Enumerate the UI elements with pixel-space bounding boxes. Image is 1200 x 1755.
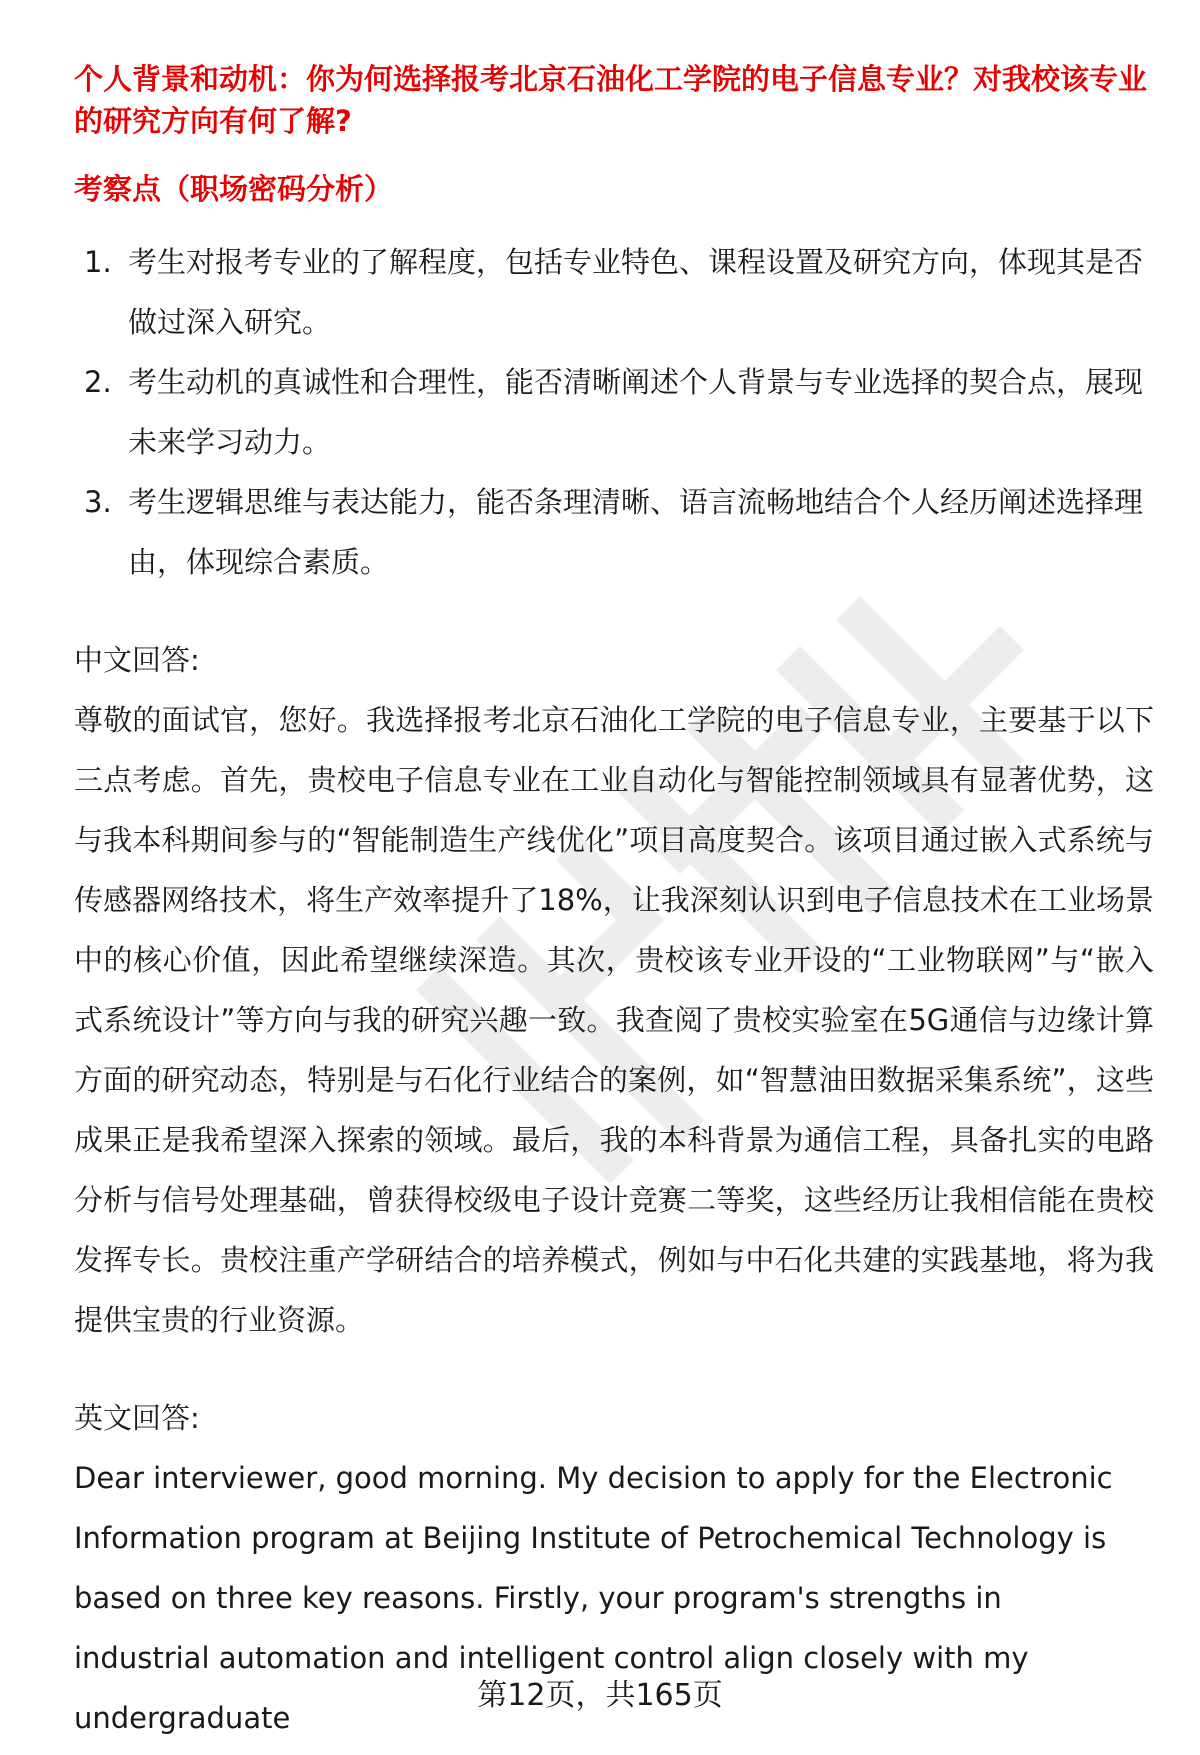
- english-answer-label: 英文回答:: [74, 1401, 200, 1435]
- point-number: 3.: [84, 485, 112, 519]
- point-text: 考生对报考专业的了解程度，包括专业特色、课程设置及研究方向，体现其是否做过深入研究。: [128, 245, 1144, 339]
- document-content: [74, 58, 1154, 1748]
- point-number: 2.: [84, 365, 112, 399]
- chinese-answer-text: 尊敬的面试官，您好。我选择报考北京石油化工学院的电子信息专业，主要基于以下三点考虑。首先，贵校电子信息专业在工业自动化与智能控制领域具有显著优势，这与我本科期间参与的“智能制造生产线优化”项目高度契合。该项目通过嵌入式系统与传感器网络技术，将生产效率提升了18%，让我深刻认识到电子信息技术在工业场景中的核心价值，因此希望继续深造。其次，贵校该专业开设的“工业物联网”与“嵌入式系统设计”等方向与我的研究兴趣一致。我查阅了贵校实验室在5G通信与边缘计算方面的研究动态，特别是与石化行业结合的案例，如“智慧油田数据采集系统”，这些成果正是我希望深入探索的领域。最后，我的本科背景为通信工程，具备扎实的电路分析与信号处理基础，曾获得校级电子设计竞赛二等奖，这些经历让我相信能在贵校发挥专长。贵校注重产学研结合的培养模式，例如与中石化共建的实践基地，将为我提供宝贵的行业资源。: [74, 703, 1154, 1337]
- question-heading: 个人背景和动机：你为何选择报考北京石油化工学院的电子信息专业？对我校该专业的研究方向有何了解?: [74, 62, 1148, 138]
- assessment-points: [74, 232, 1154, 592]
- english-answer-text: Dear interviewer, good morning. My decision to apply for the Electronic Information program at Beijing Institute of Petrochemical Technology is based on three key reasons. Firstly, your program's strengths in industrial automation and intelligent control align closely with my undergraduate: [74, 1461, 1113, 1735]
- page-number-footer: 第12页，共165页: [477, 1678, 723, 1713]
- assessment-title: 考察点（职场密码分析）: [74, 172, 394, 206]
- assessment-point: [74, 352, 1154, 472]
- assessment-point: [74, 232, 1154, 352]
- chinese-answer-label: 中文回答:: [74, 643, 200, 677]
- assessment-point: [74, 472, 1154, 592]
- point-text: 考生动机的真诚性和合理性，能否清晰阐述个人背景与专业选择的契合点，展现未来学习动力。: [128, 365, 1144, 459]
- point-number: 1.: [84, 245, 112, 279]
- point-text: 考生逻辑思维与表达能力，能否条理清晰、语言流畅地结合个人经历阐述选择理由，体现综合素质。: [128, 485, 1144, 579]
